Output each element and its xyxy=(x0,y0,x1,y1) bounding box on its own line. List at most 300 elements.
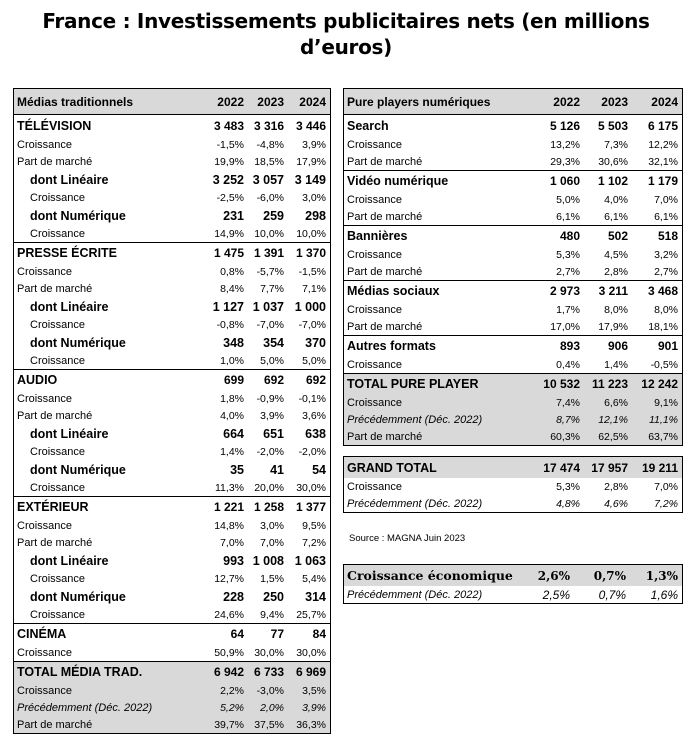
row-dont-lineaire xyxy=(14,424,330,443)
row-audio xyxy=(14,369,330,390)
value-2022: 0,8% xyxy=(220,265,244,278)
row-label: Croissance xyxy=(17,265,73,278)
row-medias-sociaux xyxy=(344,280,682,301)
row-label: AUDIO xyxy=(17,373,58,387)
value-2022: 5 126 xyxy=(549,118,580,133)
row-autres-formats xyxy=(344,335,682,356)
row-label: Croissance xyxy=(30,608,86,621)
value-2022: 7,0% xyxy=(220,536,244,549)
value-2023: 259 xyxy=(263,208,284,223)
row-croissance xyxy=(14,189,330,206)
row-label: Part de marché xyxy=(17,282,93,295)
value-2024: 692 xyxy=(305,373,326,387)
value-2024: 518 xyxy=(657,229,678,243)
value-2022: 60,3% xyxy=(550,430,580,443)
row-label: Croissance xyxy=(30,227,86,240)
value-2022: 2,2% xyxy=(220,684,244,697)
value-2024: 1,6% xyxy=(650,587,678,602)
value-2022: 19,9% xyxy=(214,155,244,168)
row-label: Croissance xyxy=(347,248,403,261)
row-part-de-marche xyxy=(344,428,682,445)
value-2023: -0,9% xyxy=(256,392,284,405)
row-croissance xyxy=(14,644,330,661)
value-2024: 30,0% xyxy=(296,646,326,659)
row-label: Part de marché xyxy=(347,265,423,278)
value-2022: -1,5% xyxy=(216,138,244,151)
row-croissance xyxy=(14,316,330,333)
traditional-media-table xyxy=(13,88,331,734)
row-label: Part de marché xyxy=(17,409,93,422)
row-croissance xyxy=(344,301,682,318)
value-2023: 9,4% xyxy=(260,608,284,621)
value-2022: 4,0% xyxy=(220,409,244,422)
value-2024: 25,7% xyxy=(296,608,326,621)
row-total-pure-player xyxy=(344,373,682,394)
value-2023: 4,5% xyxy=(604,248,628,261)
value-2024: 3,0% xyxy=(302,191,326,204)
row-total-media-trad xyxy=(14,661,330,682)
row-part-de-marche xyxy=(344,153,682,170)
value-2023: -3,0% xyxy=(256,684,284,697)
value-2024: 3,2% xyxy=(654,248,678,261)
value-2023: 20,0% xyxy=(254,481,284,494)
year-2024: 2024 xyxy=(299,94,326,109)
row-label: Vidéo numérique xyxy=(347,174,449,188)
value-2024: 3,9% xyxy=(302,701,326,714)
row-label: TÉLÉVISION xyxy=(17,118,92,133)
row-label: Croissance xyxy=(347,480,403,493)
row-label: Croissance xyxy=(17,392,73,405)
value-2023: 3,0% xyxy=(260,519,284,532)
row-croissance xyxy=(14,390,330,407)
header-label: Pure players numériques xyxy=(347,94,491,109)
value-2022: 8,4% xyxy=(220,282,244,295)
row-label: Part de marché xyxy=(347,155,423,168)
value-2022: 6,1% xyxy=(556,210,580,223)
value-2022: 699 xyxy=(223,373,244,387)
value-2022: 993 xyxy=(223,553,244,568)
value-2024: 63,7% xyxy=(648,430,678,443)
table-header-row xyxy=(14,89,330,115)
value-2023: 10,0% xyxy=(254,227,284,240)
value-2023: 30,0% xyxy=(254,646,284,659)
value-2023: -7,0% xyxy=(256,318,284,331)
row-label: Précédemment (Déc. 2022) xyxy=(347,497,483,510)
row-croissance xyxy=(14,136,330,153)
value-2022: 5,0% xyxy=(556,193,580,206)
row-dont-lineaire xyxy=(14,551,330,570)
value-2023: 8,0% xyxy=(604,303,628,316)
value-2022: 228 xyxy=(223,589,244,604)
value-2023: 4,0% xyxy=(604,193,628,206)
value-2024: 1 377 xyxy=(295,500,326,514)
row-croissance xyxy=(14,352,330,369)
value-2024: 1 370 xyxy=(295,246,326,260)
value-2023: 250 xyxy=(263,589,284,604)
row-television xyxy=(14,115,330,136)
value-2024: 12,2% xyxy=(648,138,678,151)
value-2024: -0,1% xyxy=(298,392,326,405)
row-label: dont Linéaire xyxy=(30,426,109,441)
row-precedemment-dec-2022 xyxy=(14,699,330,716)
value-2024: 12 242 xyxy=(641,377,678,391)
row-label: Croissance xyxy=(30,572,86,585)
value-2023: 41 xyxy=(270,462,284,477)
value-2023: 692 xyxy=(263,373,284,387)
source-note: Source : MAGNA Juin 2023 xyxy=(349,533,466,544)
value-2022: 1 475 xyxy=(213,246,244,260)
value-2023: 906 xyxy=(607,339,628,353)
value-2023: -6,0% xyxy=(256,191,284,204)
value-2024: 3 446 xyxy=(295,118,326,133)
row-cinema xyxy=(14,623,330,644)
value-2023: 3 057 xyxy=(252,172,284,187)
row-dont-lineaire xyxy=(14,297,330,316)
value-2023: 1,5% xyxy=(260,572,284,585)
value-2022: 0,4% xyxy=(556,358,580,371)
value-2024: 2,7% xyxy=(654,265,678,278)
value-2022: 3 252 xyxy=(212,172,244,187)
value-2023: 3 211 xyxy=(598,284,628,298)
value-2024: 7,0% xyxy=(654,193,678,206)
value-2024: 638 xyxy=(305,426,326,441)
value-2024: 7,2% xyxy=(302,536,326,549)
year-2022: 2022 xyxy=(217,94,244,109)
row-label: Médias sociaux xyxy=(347,284,440,298)
economic-growth-table xyxy=(343,564,683,604)
value-2023: 7,0% xyxy=(260,536,284,549)
value-2024: 3,9% xyxy=(302,138,326,151)
value-2024: 10,0% xyxy=(296,227,326,240)
value-2022: 231 xyxy=(223,208,244,223)
value-2022: 39,7% xyxy=(214,718,244,731)
row-label: Croissance xyxy=(347,358,403,371)
value-2023: 6,6% xyxy=(604,396,628,409)
row-part-de-marche xyxy=(14,716,330,733)
value-2023: 1 008 xyxy=(252,553,284,568)
row-croissance xyxy=(14,479,330,496)
value-2023: 354 xyxy=(263,335,284,350)
value-2023: 7,3% xyxy=(604,138,628,151)
row-label: dont Numérique xyxy=(30,462,126,477)
value-2024: 6 175 xyxy=(647,118,678,133)
row-croissance xyxy=(14,682,330,699)
value-2022: 1 127 xyxy=(212,299,244,314)
row-precedemment-dec-2022 xyxy=(344,495,682,512)
value-2022: 50,9% xyxy=(214,646,244,659)
row-croissance xyxy=(344,356,682,373)
row-croissance xyxy=(344,246,682,263)
row-label: Part de marché xyxy=(17,155,93,168)
row-label: Croissance xyxy=(17,684,73,697)
value-2022: 664 xyxy=(223,426,244,441)
value-2022: 17,0% xyxy=(550,320,580,333)
value-2023: 77 xyxy=(270,627,284,641)
value-2022: 5,3% xyxy=(556,248,580,261)
value-2024: 36,3% xyxy=(296,718,326,731)
value-2022: 11,3% xyxy=(215,481,244,494)
value-2022: 14,9% xyxy=(214,227,244,240)
value-2022: 2,7% xyxy=(556,265,580,278)
row-label: Bannières xyxy=(347,229,408,243)
value-2024: 84 xyxy=(312,627,326,641)
row-croissance xyxy=(14,606,330,623)
value-2023: -4,8% xyxy=(256,138,284,151)
row-croissance xyxy=(14,517,330,534)
value-2024: 3 468 xyxy=(647,284,678,298)
value-2024: 370 xyxy=(305,335,326,350)
value-2022: 1,4% xyxy=(220,445,244,458)
page-title: France : Investissements publicitaires nets (en millions d’euros) xyxy=(42,9,650,59)
row-label: dont Linéaire xyxy=(30,299,109,314)
row-label: dont Linéaire xyxy=(30,553,109,568)
row-label: dont Numérique xyxy=(30,589,126,604)
value-2024: -1,5% xyxy=(298,265,326,278)
value-2023: 12,1% xyxy=(598,413,628,426)
value-2022: 2,6% xyxy=(537,568,570,583)
row-label: Croissance xyxy=(17,646,73,659)
value-2022: 14,8% xyxy=(214,519,244,532)
value-2023: 62,5% xyxy=(598,430,628,443)
row-label: EXTÉRIEUR xyxy=(17,500,89,514)
value-2023: 1 258 xyxy=(253,500,284,514)
row-label: dont Linéaire xyxy=(30,172,109,187)
row-part-de-marche xyxy=(344,208,682,225)
row-label: Search xyxy=(347,118,389,133)
row-label: Croissance xyxy=(30,191,86,204)
value-2024: 3,6% xyxy=(302,409,326,422)
value-2022: 24,6% xyxy=(214,608,244,621)
value-2022: 893 xyxy=(559,339,580,353)
row-label: Croissance xyxy=(347,396,403,409)
row-bannieres xyxy=(344,225,682,246)
value-2023: 1 391 xyxy=(253,246,284,260)
row-dont-numerique xyxy=(14,206,330,225)
value-2024: 5,4% xyxy=(302,572,326,585)
value-2024: 6,1% xyxy=(654,210,678,223)
year-2023: 2023 xyxy=(601,94,628,109)
row-label: Précédemment (Déc. 2022) xyxy=(347,588,483,601)
row-dont-numerique xyxy=(14,587,330,606)
row-label: Part de marché xyxy=(17,718,93,731)
row-label: Part de marché xyxy=(347,320,423,333)
value-2024: 9,1% xyxy=(654,396,678,409)
row-label: TOTAL MÉDIA TRAD. xyxy=(17,665,143,679)
row-part-de-marche xyxy=(14,407,330,424)
row-label: Part de marché xyxy=(347,430,423,443)
value-2022: 480 xyxy=(559,229,580,243)
value-2024: -7,0% xyxy=(298,318,326,331)
value-2024: 7,2% xyxy=(654,497,678,510)
value-2022: 13,2% xyxy=(550,138,580,151)
value-2024: 3,5% xyxy=(302,684,326,697)
row-croissance xyxy=(14,225,330,242)
value-2022: 1,8% xyxy=(220,392,244,405)
value-2023: 1 102 xyxy=(597,174,628,188)
value-2022: 1 060 xyxy=(549,174,580,188)
row-croissance xyxy=(14,570,330,587)
row-part-de-marche xyxy=(344,318,682,335)
value-2024: 3 149 xyxy=(294,172,326,187)
year-2024: 2024 xyxy=(651,94,678,109)
row-croissance xyxy=(344,394,682,411)
value-2022: 3 483 xyxy=(213,118,244,133)
value-2024: 17,9% xyxy=(296,155,326,168)
value-2023: 6 733 xyxy=(253,665,284,679)
value-2022: 4,8% xyxy=(556,497,580,510)
value-2022: 1 221 xyxy=(213,500,244,514)
value-2024: 298 xyxy=(305,208,326,223)
row-label: Part de marché xyxy=(347,210,423,223)
value-2023: 1 037 xyxy=(252,299,284,314)
value-2023: 651 xyxy=(263,426,284,441)
value-2023: 4,6% xyxy=(604,497,628,510)
row-label: CINÉMA xyxy=(17,627,67,641)
row-part-de-marche xyxy=(14,534,330,551)
value-2022: 2,5% xyxy=(542,587,570,602)
grand-total-table xyxy=(343,456,683,513)
row-precedemment-dec-2022 xyxy=(344,411,682,428)
row-label: Autres formats xyxy=(347,339,436,353)
value-2023: 2,8% xyxy=(604,480,628,493)
value-2024: 6 969 xyxy=(295,665,326,679)
value-2023: 30,6% xyxy=(598,155,628,168)
row-precedemment-dec-2022 xyxy=(344,586,682,603)
value-2022: 29,3% xyxy=(550,155,580,168)
row-presse-ecrite xyxy=(14,242,330,263)
row-label: Croissance xyxy=(17,519,73,532)
digital-pure-players-table xyxy=(343,88,683,446)
value-2022: 348 xyxy=(223,335,244,350)
value-2023: 37,5% xyxy=(254,718,284,731)
row-croissance-economique xyxy=(344,565,682,586)
value-2022: 6 942 xyxy=(213,665,244,679)
value-2023: 0,7% xyxy=(598,587,626,602)
row-label: Part de marché xyxy=(17,536,93,549)
value-2024: 1 063 xyxy=(294,553,326,568)
value-2023: 3,9% xyxy=(260,409,284,422)
value-2023: 11 223 xyxy=(591,377,628,391)
row-label: dont Numérique xyxy=(30,335,126,350)
row-search xyxy=(344,115,682,136)
value-2024: 9,5% xyxy=(302,519,326,532)
value-2024: 30,0% xyxy=(296,481,326,494)
value-2024: 32,1% xyxy=(648,155,678,168)
value-2024: 8,0% xyxy=(654,303,678,316)
value-2022: 64 xyxy=(230,627,244,641)
row-dont-numerique xyxy=(14,333,330,352)
value-2023: 0,7% xyxy=(593,568,626,583)
row-label: Croissance économique xyxy=(347,568,513,583)
value-2024: 1 000 xyxy=(294,299,326,314)
value-2022: 8,7% xyxy=(556,413,580,426)
row-label: Croissance xyxy=(17,138,73,151)
value-2024: 18,1% xyxy=(648,320,678,333)
year-2022: 2022 xyxy=(553,94,580,109)
value-2023: 502 xyxy=(607,229,628,243)
row-video-numerique xyxy=(344,170,682,191)
row-croissance xyxy=(344,478,682,495)
value-2024: 54 xyxy=(312,462,326,477)
value-2023: 3 316 xyxy=(253,118,284,133)
value-2024: 7,1% xyxy=(302,282,326,295)
value-2022: 5,2% xyxy=(220,701,244,714)
row-label: Croissance xyxy=(347,193,403,206)
row-label: PRESSE ÉCRITE xyxy=(17,246,118,260)
value-2024: 11,1% xyxy=(649,413,678,426)
header-label: Médias traditionnels xyxy=(17,94,134,109)
value-2022: 2 973 xyxy=(549,284,580,298)
value-2023: 17,9% xyxy=(598,320,628,333)
row-croissance xyxy=(14,263,330,280)
row-croissance xyxy=(14,443,330,460)
value-2023: -5,7% xyxy=(256,265,284,278)
row-label: Croissance xyxy=(30,318,86,331)
value-2024: -0,5% xyxy=(650,358,678,371)
value-2023: 5 503 xyxy=(597,118,628,133)
row-label: GRAND TOTAL xyxy=(347,460,437,475)
value-2024: 1,3% xyxy=(645,568,678,583)
row-part-de-marche xyxy=(344,263,682,280)
row-grand-total xyxy=(344,457,682,478)
row-dont-numerique xyxy=(14,460,330,479)
value-2023: 7,7% xyxy=(260,282,284,295)
row-part-de-marche xyxy=(14,153,330,170)
year-2023: 2023 xyxy=(257,94,284,109)
row-label: Précédemment (Déc. 2022) xyxy=(347,413,483,426)
row-label: Croissance xyxy=(30,445,86,458)
value-2022: 1,0% xyxy=(220,354,244,367)
row-exterieur xyxy=(14,496,330,517)
value-2024: 19 211 xyxy=(641,460,678,475)
value-2022: 1,7% xyxy=(556,303,580,316)
row-label: dont Numérique xyxy=(30,208,126,223)
value-2024: -2,0% xyxy=(298,445,326,458)
value-2023: -2,0% xyxy=(256,445,284,458)
value-2023: 17 957 xyxy=(591,460,628,475)
value-2022: 12,7% xyxy=(214,572,244,585)
value-2022: -0,8% xyxy=(216,318,244,331)
value-2024: 1 179 xyxy=(647,174,678,188)
value-2022: 7,4% xyxy=(556,396,580,409)
value-2024: 5,0% xyxy=(302,354,326,367)
row-label: Croissance xyxy=(347,303,403,316)
value-2022: 35 xyxy=(230,462,244,477)
value-2024: 314 xyxy=(305,589,326,604)
row-label: Précédemment (Déc. 2022) xyxy=(17,701,153,714)
row-label: Croissance xyxy=(30,354,86,367)
value-2023: 18,5% xyxy=(254,155,284,168)
value-2023: 1,4% xyxy=(604,358,628,371)
value-2022: 5,3% xyxy=(556,480,580,493)
row-croissance xyxy=(344,191,682,208)
row-label: Croissance xyxy=(347,138,403,151)
row-dont-lineaire xyxy=(14,170,330,189)
table-header-row xyxy=(344,89,682,115)
value-2022: 10 532 xyxy=(543,377,580,391)
value-2023: 2,0% xyxy=(260,701,284,714)
value-2023: 2,8% xyxy=(604,265,628,278)
value-2024: 901 xyxy=(657,339,678,353)
value-2022: -2,5% xyxy=(216,191,244,204)
value-2023: 5,0% xyxy=(260,354,284,367)
value-2024: 7,0% xyxy=(654,480,678,493)
row-part-de-marche xyxy=(14,280,330,297)
row-croissance xyxy=(344,136,682,153)
row-label: TOTAL PURE PLAYER xyxy=(347,377,479,391)
row-label: Croissance xyxy=(30,481,86,494)
value-2023: 6,1% xyxy=(604,210,628,223)
